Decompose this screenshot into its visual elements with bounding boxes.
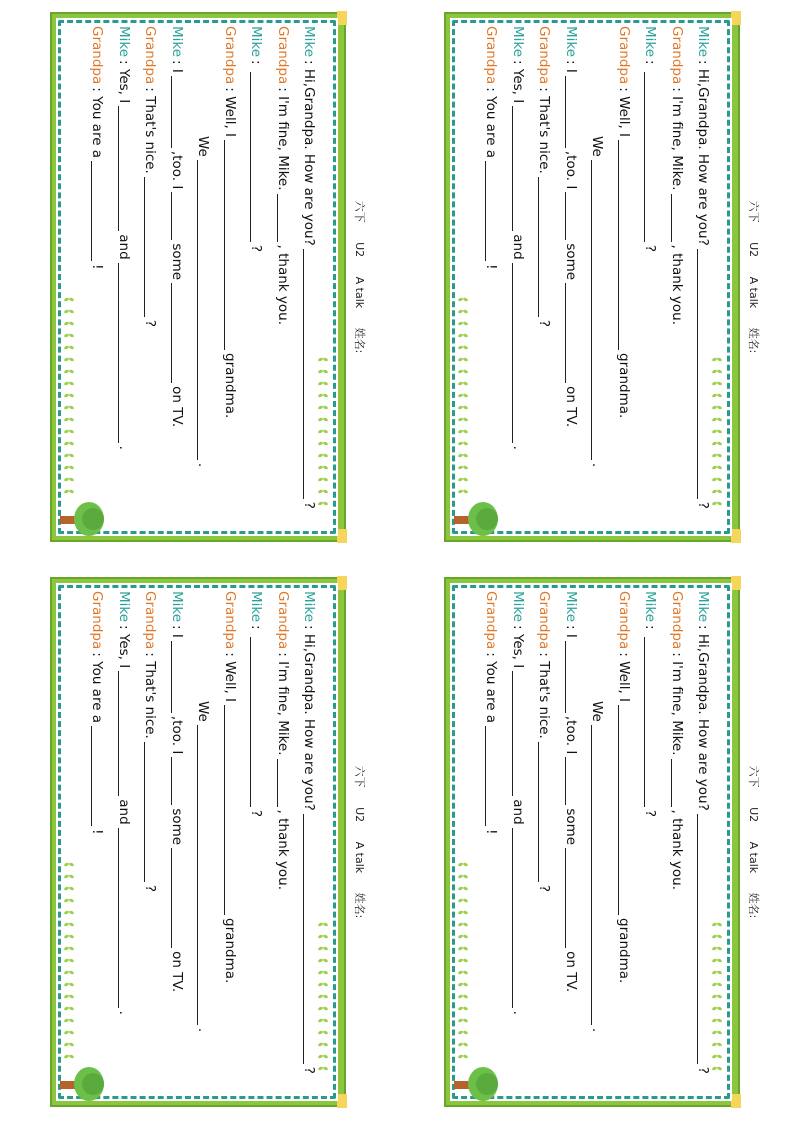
line-text: grandma. bbox=[222, 353, 238, 419]
line-text: ? bbox=[301, 501, 318, 509]
tree-icon bbox=[60, 1065, 106, 1105]
dialogue-area bbox=[56, 18, 366, 536]
dialogue-line: Mike : ? bbox=[642, 26, 659, 253]
answer-blank[interactable] bbox=[224, 140, 239, 350]
line-text: We bbox=[589, 136, 606, 157]
answer-blank[interactable] bbox=[171, 848, 186, 948]
line-text: I'm fine, Mike. bbox=[275, 96, 291, 191]
dialogue-line: Mike : I ,too. I some on TV. bbox=[169, 591, 185, 993]
dialogue-line: Mike : ? bbox=[248, 591, 265, 818]
worksheet-header bbox=[344, 583, 368, 1101]
dialogue-line: Grandpa : You are a ! bbox=[483, 591, 500, 835]
answer-blank[interactable] bbox=[539, 177, 554, 317]
answer-blank[interactable] bbox=[171, 76, 186, 148]
tree-icon bbox=[454, 1065, 500, 1105]
line-text: ? bbox=[642, 809, 659, 818]
line-text: Well, I bbox=[222, 661, 238, 703]
section-label: A talk bbox=[747, 276, 760, 309]
speaker-grandpa: Grandpa bbox=[616, 26, 632, 85]
line-text: grandma. bbox=[616, 918, 632, 984]
line-text: on TV. bbox=[563, 951, 579, 993]
answer-blank[interactable] bbox=[145, 177, 160, 317]
dialogue-line: Grandpa : Well, I grandma. bbox=[222, 26, 238, 419]
answer-blank[interactable] bbox=[618, 705, 633, 915]
dialogue-line: Grandpa : That's nice. ? bbox=[536, 591, 553, 893]
dialogue-line: Grandpa : I'm fine, Mike. , thank you. bbox=[275, 26, 291, 325]
line-text: . bbox=[510, 1010, 526, 1015]
card-inner bbox=[56, 18, 366, 536]
dialogue-line: Grandpa : You are a ! bbox=[89, 26, 106, 270]
dialogue-line bbox=[590, 26, 617, 524]
answer-blank[interactable] bbox=[671, 759, 686, 807]
speaker-mike: Mike bbox=[642, 26, 659, 58]
worksheet-card-bottom-right bbox=[444, 577, 760, 1107]
dialogue-line: Mike : ? bbox=[248, 26, 265, 253]
speaker-mike: Mike bbox=[510, 26, 526, 58]
dialogue-line: Mike : I ,too. I some on TV. bbox=[563, 591, 579, 993]
line-text: some bbox=[169, 243, 185, 281]
section-label: A talk bbox=[353, 841, 366, 874]
line-text: , thank you. bbox=[669, 244, 685, 325]
dialogue-lines bbox=[484, 26, 723, 524]
line-text: ? bbox=[695, 1066, 712, 1074]
name-label: 姓名: bbox=[353, 892, 366, 919]
name-label: 姓名: bbox=[747, 892, 760, 919]
line-text: I bbox=[169, 68, 185, 73]
line-text: You are a bbox=[483, 96, 500, 159]
line-text: ? bbox=[695, 501, 712, 509]
line-text: Hi,Grandpa. How are you? bbox=[695, 68, 712, 246]
answer-blank[interactable] bbox=[251, 637, 266, 807]
dialogue-line: Grandpa : I'm fine, Mike. , thank you. bbox=[669, 591, 685, 890]
answer-blank[interactable] bbox=[304, 814, 319, 1064]
dialogue-line: Mike : I ,too. I some on TV. bbox=[169, 26, 185, 428]
line-text: on TV. bbox=[169, 386, 185, 428]
answer-blank[interactable] bbox=[171, 641, 186, 713]
answer-blank[interactable] bbox=[145, 742, 160, 882]
answer-blank[interactable] bbox=[171, 192, 186, 240]
speaker-mike: Mike bbox=[169, 26, 185, 58]
line-text: some bbox=[563, 243, 579, 281]
speaker-grandpa: Grandpa bbox=[536, 591, 553, 650]
worksheet-card-top-left bbox=[50, 12, 366, 542]
answer-blank[interactable] bbox=[565, 641, 580, 713]
line-text: ? bbox=[248, 809, 265, 818]
line-text: . bbox=[116, 445, 132, 450]
line-text: That's nice. bbox=[536, 96, 553, 174]
line-text: . bbox=[116, 1010, 132, 1015]
line-text: Well, I bbox=[616, 96, 632, 138]
speaker-mike: Mike bbox=[301, 591, 318, 623]
dialogue-line: Grandpa : That's nice. ? bbox=[536, 26, 553, 328]
line-text: . bbox=[195, 462, 212, 468]
line-text: I bbox=[169, 633, 185, 638]
speaker-grandpa: Grandpa bbox=[483, 591, 500, 650]
speaker-grandpa: Grandpa bbox=[222, 591, 238, 650]
answer-blank[interactable] bbox=[251, 72, 266, 242]
answer-blank[interactable] bbox=[277, 194, 292, 242]
worksheet-card-bottom-left bbox=[50, 577, 366, 1107]
dialogue-line: Grandpa : That's nice. ? bbox=[142, 26, 159, 328]
line-text: ,too. I bbox=[169, 150, 185, 190]
speaker-grandpa: Grandpa bbox=[89, 26, 106, 85]
dialogue-line: Mike : Hi,Grandpa. How are you? ? bbox=[301, 591, 318, 1074]
line-text: , thank you. bbox=[275, 244, 291, 325]
speaker-grandpa: Grandpa bbox=[89, 591, 106, 650]
unit-label: U2 bbox=[353, 807, 366, 823]
answer-blank[interactable] bbox=[486, 161, 501, 261]
line-text: You are a bbox=[89, 96, 106, 159]
unit-label: U2 bbox=[747, 807, 760, 823]
line-text: Hi,Grandpa. How are you? bbox=[301, 633, 318, 811]
line-text: and bbox=[510, 234, 526, 260]
answer-blank[interactable] bbox=[171, 283, 186, 383]
speaker-grandpa: Grandpa bbox=[142, 591, 159, 650]
speaker-grandpa: Grandpa bbox=[536, 26, 553, 85]
speaker-grandpa: Grandpa bbox=[483, 26, 500, 85]
dialogue-line: Mike : Hi,Grandpa. How are you? ? bbox=[301, 26, 318, 509]
answer-blank[interactable] bbox=[698, 249, 713, 499]
unit-label: U2 bbox=[747, 242, 760, 258]
line-text: Hi,Grandpa. How are you? bbox=[695, 633, 712, 811]
answer-blank[interactable] bbox=[198, 160, 213, 460]
line-text: Well, I bbox=[222, 96, 238, 138]
section-label: A talk bbox=[747, 841, 760, 874]
line-text: and bbox=[116, 799, 132, 825]
line-text: ! bbox=[483, 264, 500, 270]
name-label: 姓名: bbox=[747, 327, 760, 354]
speaker-grandpa: Grandpa bbox=[669, 591, 685, 650]
speaker-grandpa: Grandpa bbox=[222, 26, 238, 85]
line-text: You are a bbox=[483, 661, 500, 724]
dialogue-lines bbox=[90, 26, 329, 524]
answer-blank[interactable] bbox=[277, 759, 292, 807]
speaker-mike: Mike bbox=[116, 591, 132, 623]
speaker-grandpa: Grandpa bbox=[669, 26, 685, 85]
answer-blank[interactable] bbox=[671, 194, 686, 242]
sprout-decoration bbox=[458, 296, 468, 496]
line-text: and bbox=[116, 234, 132, 260]
card-inner bbox=[450, 583, 760, 1101]
line-text: Yes, I bbox=[510, 633, 526, 669]
line-text: on TV. bbox=[563, 386, 579, 428]
line-text: some bbox=[169, 808, 185, 846]
line-text: ? bbox=[536, 884, 553, 893]
line-text: We bbox=[195, 701, 212, 722]
answer-blank[interactable] bbox=[565, 283, 580, 383]
answer-blank[interactable] bbox=[512, 263, 527, 443]
line-text: Yes, I bbox=[510, 68, 526, 104]
line-text: ? bbox=[301, 1066, 318, 1074]
dialogue-area bbox=[450, 18, 760, 536]
answer-blank[interactable] bbox=[565, 192, 580, 240]
line-text: I bbox=[563, 633, 579, 638]
dialogue-line: Grandpa : You are a ! bbox=[89, 591, 106, 835]
line-text: ! bbox=[89, 264, 106, 270]
dialogue-line: Grandpa : Well, I grandma. bbox=[616, 591, 632, 984]
speaker-grandpa: Grandpa bbox=[142, 26, 159, 85]
speaker-mike: Mike bbox=[510, 591, 526, 623]
sprout-decoration bbox=[712, 921, 722, 1073]
dialogue-lines bbox=[90, 591, 329, 1089]
line-text: Hi,Grandpa. How are you? bbox=[301, 68, 318, 246]
sprout-decoration bbox=[64, 861, 74, 1061]
line-text: ,too. I bbox=[563, 150, 579, 190]
answer-blank[interactable] bbox=[618, 140, 633, 350]
dialogue-line bbox=[196, 591, 223, 1089]
speaker-mike: Mike bbox=[169, 591, 185, 623]
card-inner bbox=[56, 583, 366, 1101]
tree-icon bbox=[454, 500, 500, 540]
speaker-mike: Mike bbox=[248, 26, 265, 58]
dialogue-line: Mike : I ,too. I some on TV. bbox=[563, 26, 579, 428]
answer-blank[interactable] bbox=[592, 725, 607, 1025]
answer-blank[interactable] bbox=[592, 160, 607, 460]
worksheet-card-top-right bbox=[444, 12, 760, 542]
grade-label: 六下 bbox=[747, 200, 760, 223]
sprout-decoration bbox=[458, 861, 468, 1061]
line-text: ,too. I bbox=[563, 715, 579, 755]
line-text: ,too. I bbox=[169, 715, 185, 755]
dialogue-line: Grandpa : You are a ! bbox=[483, 26, 500, 270]
speaker-mike: Mike bbox=[695, 591, 712, 623]
section-label: A talk bbox=[353, 276, 366, 309]
sprout-decoration bbox=[64, 296, 74, 496]
line-text: I'm fine, Mike. bbox=[669, 96, 685, 191]
answer-blank[interactable] bbox=[198, 725, 213, 1025]
answer-blank[interactable] bbox=[512, 671, 527, 796]
dialogue-line: Grandpa : I'm fine, Mike. , thank you. bbox=[669, 26, 685, 325]
answer-blank[interactable] bbox=[565, 76, 580, 148]
answer-blank[interactable] bbox=[645, 72, 660, 242]
line-text: some bbox=[563, 808, 579, 846]
dialogue-line: Grandpa : Well, I grandma. bbox=[222, 591, 238, 984]
answer-blank[interactable] bbox=[224, 705, 239, 915]
answer-blank[interactable] bbox=[92, 161, 107, 261]
dialogue-lines bbox=[484, 591, 723, 1089]
worksheet-header bbox=[738, 18, 762, 536]
speaker-grandpa: Grandpa bbox=[616, 591, 632, 650]
speaker-grandpa: Grandpa bbox=[275, 591, 291, 650]
answer-blank[interactable] bbox=[565, 848, 580, 948]
unit-label: U2 bbox=[353, 242, 366, 258]
line-text: . bbox=[510, 445, 526, 450]
dialogue-line bbox=[196, 26, 223, 524]
line-text: ! bbox=[89, 829, 106, 835]
answer-blank[interactable] bbox=[92, 726, 107, 826]
line-text: ! bbox=[483, 829, 500, 835]
dialogue-line: Grandpa : That's nice. ? bbox=[142, 591, 159, 893]
name-label: 姓名: bbox=[353, 327, 366, 354]
answer-blank[interactable] bbox=[118, 106, 133, 231]
speaker-mike: Mike bbox=[642, 591, 659, 623]
grade-label: 六下 bbox=[353, 765, 366, 788]
speaker-grandpa: Grandpa bbox=[275, 26, 291, 85]
line-text: , thank you. bbox=[275, 809, 291, 890]
line-text: and bbox=[510, 799, 526, 825]
answer-blank[interactable] bbox=[565, 757, 580, 805]
answer-blank[interactable] bbox=[698, 814, 713, 1064]
speaker-mike: Mike bbox=[695, 26, 712, 58]
line-text: You are a bbox=[89, 661, 106, 724]
line-text: grandma. bbox=[222, 918, 238, 984]
dialogue-line: Mike : Yes, I and . bbox=[510, 591, 526, 1015]
dialogue-line: Mike : Hi,Grandpa. How are you? ? bbox=[695, 26, 712, 509]
line-text: . bbox=[195, 1027, 212, 1033]
tree-icon bbox=[60, 500, 106, 540]
line-text: ? bbox=[248, 244, 265, 253]
answer-blank[interactable] bbox=[539, 742, 554, 882]
speaker-mike: Mike bbox=[116, 26, 132, 58]
dialogue-line: Grandpa : I'm fine, Mike. , thank you. bbox=[275, 591, 291, 890]
line-text: That's nice. bbox=[142, 661, 159, 739]
answer-blank[interactable] bbox=[118, 828, 133, 1008]
line-text: . bbox=[589, 1027, 606, 1033]
line-text: , thank you. bbox=[669, 809, 685, 890]
line-text: ? bbox=[142, 319, 159, 328]
line-text: grandma. bbox=[616, 353, 632, 419]
line-text: That's nice. bbox=[142, 96, 159, 174]
answer-blank[interactable] bbox=[171, 757, 186, 805]
answer-blank[interactable] bbox=[304, 249, 319, 499]
card-inner bbox=[450, 18, 760, 536]
line-text: That's nice. bbox=[536, 661, 553, 739]
answer-blank[interactable] bbox=[118, 671, 133, 796]
grade-label: 六下 bbox=[353, 200, 366, 223]
answer-blank[interactable] bbox=[512, 106, 527, 231]
dialogue-line: Grandpa : Well, I grandma. bbox=[616, 26, 632, 419]
dialogue-area bbox=[56, 583, 366, 1101]
line-text: I'm fine, Mike. bbox=[669, 661, 685, 756]
speaker-mike: Mike bbox=[248, 591, 265, 623]
worksheet-header bbox=[738, 583, 762, 1101]
line-text: Well, I bbox=[616, 661, 632, 703]
dialogue-line: Mike : Hi,Grandpa. How are you? ? bbox=[695, 591, 712, 1074]
answer-blank[interactable] bbox=[645, 637, 660, 807]
dialogue-line: Mike : Yes, I and . bbox=[510, 26, 526, 450]
line-text: We bbox=[589, 701, 606, 722]
dialogue-line bbox=[590, 591, 617, 1089]
speaker-mike: Mike bbox=[301, 26, 318, 58]
line-text: . bbox=[589, 462, 606, 468]
line-text: ? bbox=[642, 244, 659, 253]
line-text: ? bbox=[536, 319, 553, 328]
line-text: Yes, I bbox=[116, 68, 132, 104]
answer-blank[interactable] bbox=[486, 726, 501, 826]
sprout-decoration bbox=[712, 356, 722, 508]
answer-blank[interactable] bbox=[118, 263, 133, 443]
dialogue-line: Mike : Yes, I and . bbox=[116, 591, 132, 1015]
dialogue-line: Mike : Yes, I and . bbox=[116, 26, 132, 450]
sprout-decoration bbox=[318, 921, 328, 1073]
line-text: We bbox=[195, 136, 212, 157]
speaker-mike: Mike bbox=[563, 591, 579, 623]
answer-blank[interactable] bbox=[512, 828, 527, 1008]
dialogue-area bbox=[450, 583, 760, 1101]
line-text: ? bbox=[142, 884, 159, 893]
sprout-decoration bbox=[318, 356, 328, 508]
dialogue-line: Mike : ? bbox=[642, 591, 659, 818]
line-text: I bbox=[563, 68, 579, 73]
line-text: Yes, I bbox=[116, 633, 132, 669]
line-text: I'm fine, Mike. bbox=[275, 661, 291, 756]
grade-label: 六下 bbox=[747, 765, 760, 788]
worksheet-header bbox=[344, 18, 368, 536]
speaker-mike: Mike bbox=[563, 26, 579, 58]
line-text: on TV. bbox=[169, 951, 185, 993]
